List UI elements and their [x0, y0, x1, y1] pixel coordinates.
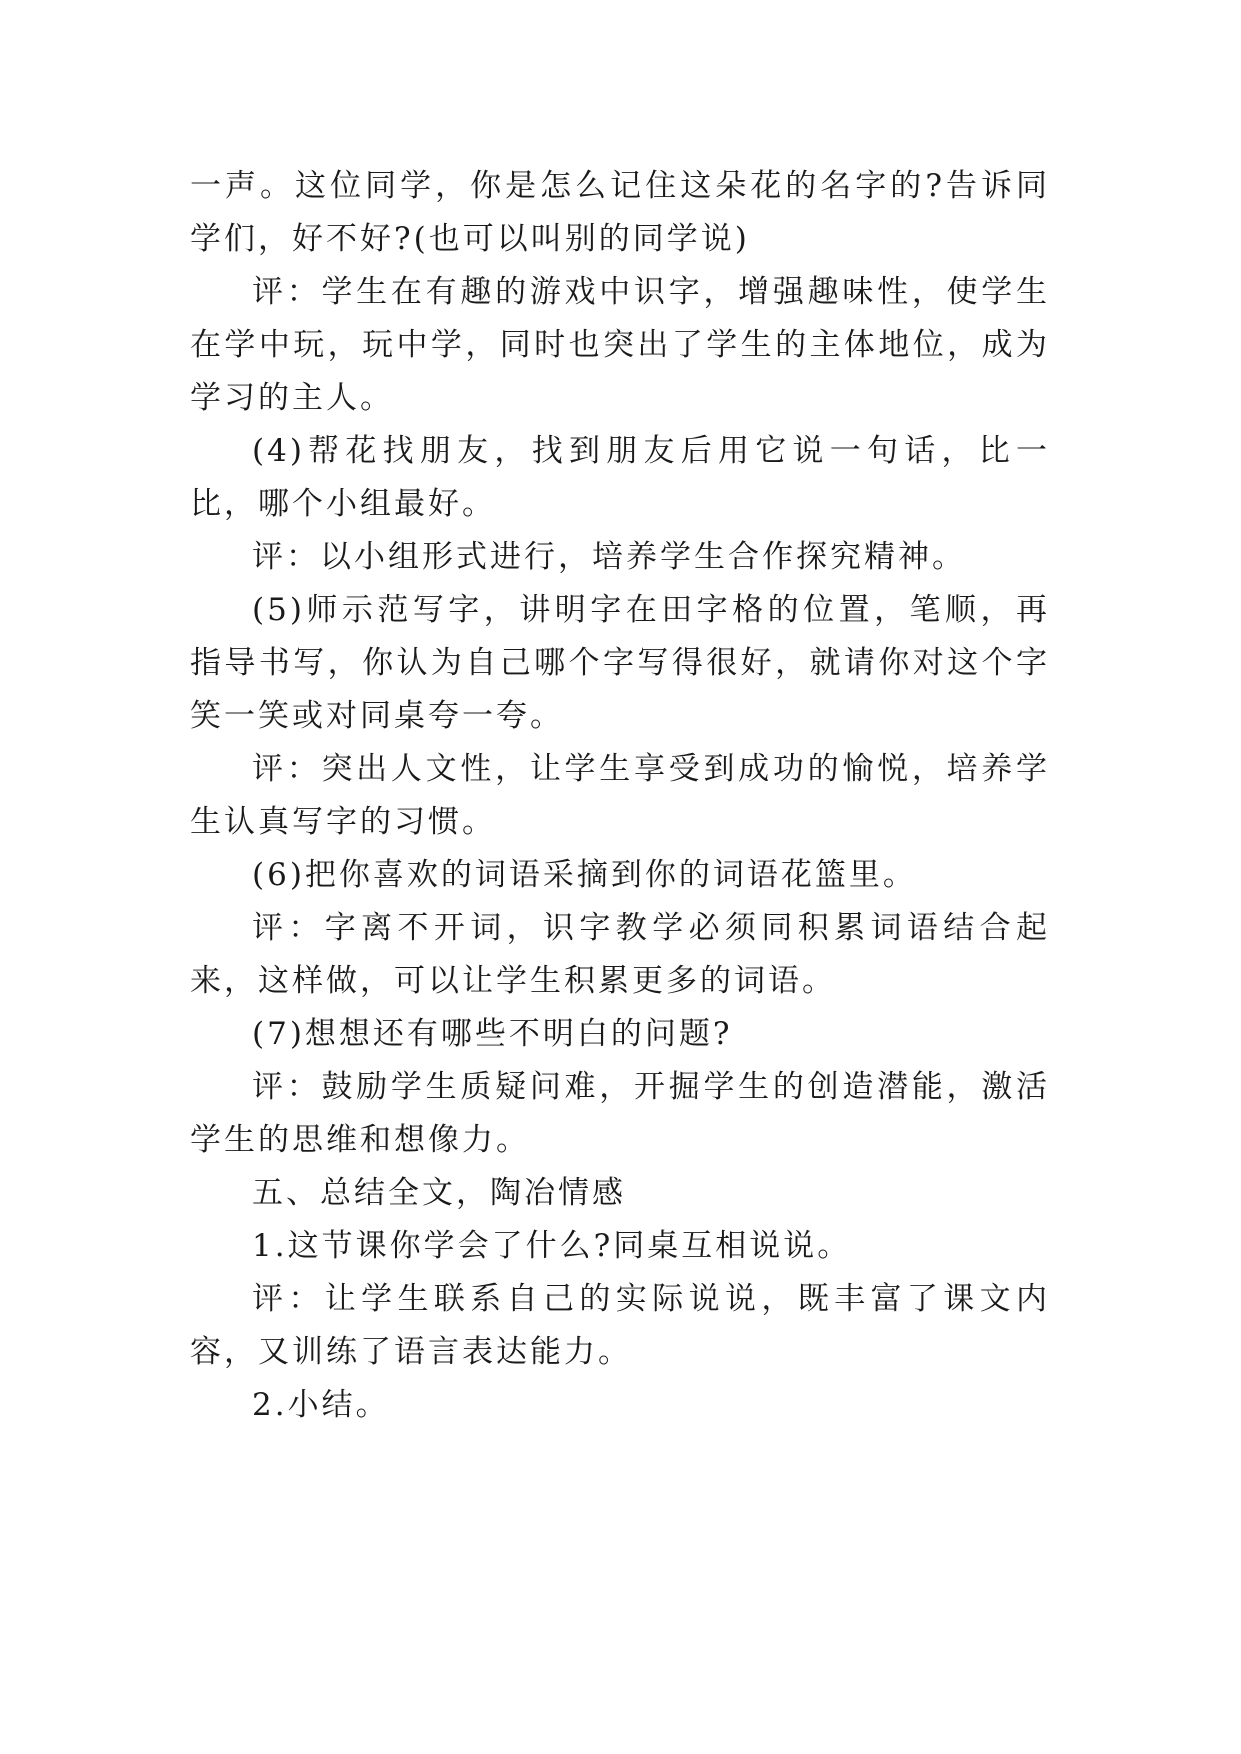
paragraph-step-7: (7)想想还有哪些不明白的问题?	[252, 1016, 733, 1052]
paragraph-comment: 评：字离不开词，识字教学必须同积累词语结合起来，这样做，可以让学生积累更多的词语。	[190, 910, 1050, 999]
document-body	[190, 160, 1050, 1432]
paragraph-step-4: (4)帮花找朋友，找到朋友后用它说一句话，比一比，哪个小组最好。	[190, 433, 1050, 522]
paragraph-item-1: 1.这节课你学会了什么?同桌互相说说。	[252, 1228, 852, 1264]
paragraph-item-2: 2.小结。	[252, 1387, 390, 1423]
paragraph-continuation: 一声。这位同学，你是怎么记住这朵花的名字的?告诉同学们，好不好?(也可以叫别的同学说)	[190, 168, 1050, 257]
section-heading: 五、总结全文，陶冶情感	[252, 1175, 626, 1211]
paragraph-comment: 评：鼓励学生质疑问难，开掘学生的创造潜能，激活学生的思维和想像力。	[190, 1069, 1050, 1158]
paragraph-comment: 评：学生在有趣的游戏中识字，增强趣味性，使学生在学中玩，玩中学，同时也突出了学生的主体地位，成为学习的主人。	[190, 274, 1050, 416]
paragraph-comment: 评：以小组形式进行，培养学生合作探究精神。	[252, 539, 966, 575]
paragraph-step-6: (6)把你喜欢的词语采摘到你的词语花篮里。	[252, 857, 917, 893]
paragraph-comment: 评：让学生联系自己的实际说说，既丰富了课文内容，又训练了语言表达能力。	[190, 1281, 1050, 1370]
paragraph-comment: 评：突出人文性，让学生享受到成功的愉悦，培养学生认真写字的习惯。	[190, 751, 1050, 840]
paragraph-step-5: (5)师示范写字，讲明字在田字格的位置，笔顺，再指导书写，你认为自己哪个字写得很好，就请你对这个字笑一笑或对同桌夸一夸。	[190, 592, 1050, 734]
